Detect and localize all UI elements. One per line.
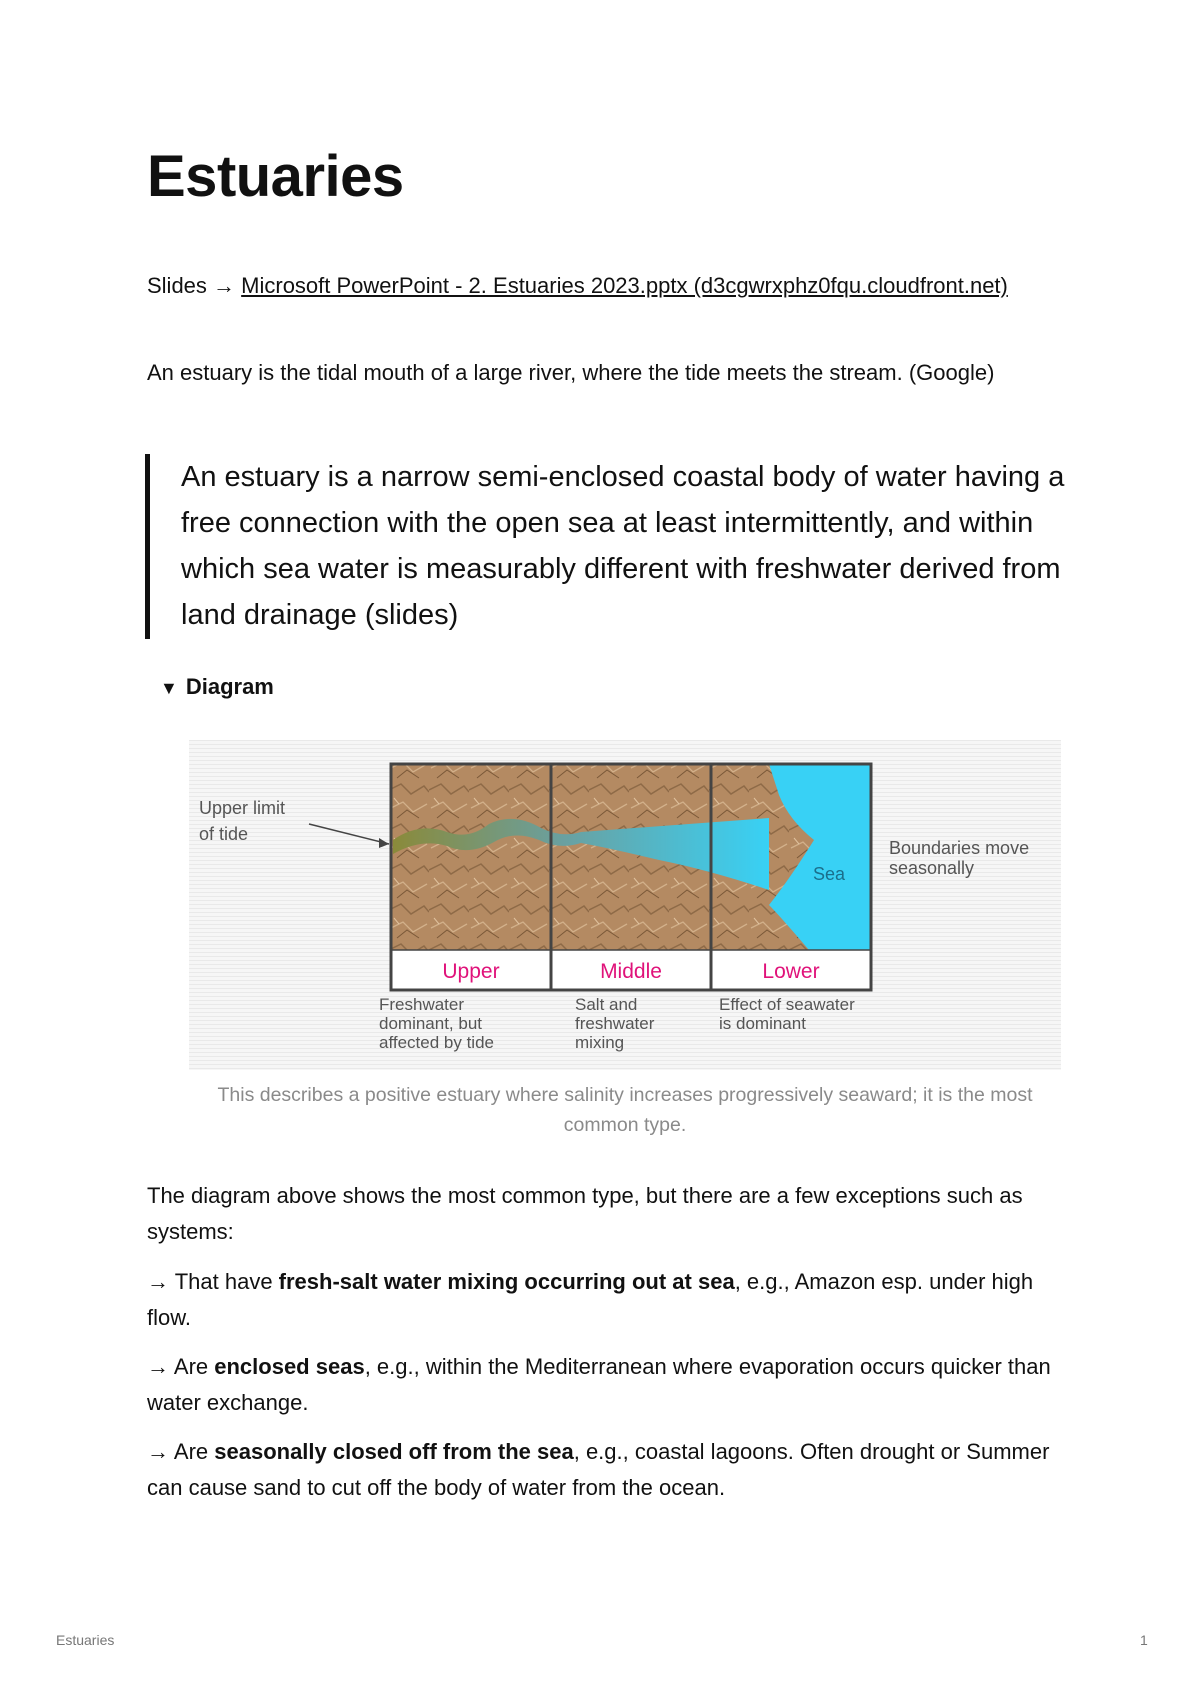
figure-caption: This describes a positive estuary where salinity increases progressively seaward; it is the most common type. <box>217 1084 1033 1136</box>
toggle-triangle-icon: ▼ <box>160 678 178 698</box>
exception-3-bold: seasonally closed off from the sea <box>214 1439 574 1464</box>
zone-label-lower: Lower <box>762 960 820 983</box>
exception-item-1 <box>147 1264 1077 1336</box>
page-title: Estuaries <box>147 144 404 209</box>
diagram-toggle[interactable] <box>160 672 274 703</box>
desc-lower-2: is dominant <box>719 1014 806 1033</box>
desc-middle-1: Salt and <box>575 995 638 1014</box>
desc-lower-1: Effect of seawater <box>719 995 855 1014</box>
slides-paragraph <box>147 268 1077 304</box>
exception-2-prefix: → Are <box>147 1354 215 1379</box>
exception-2-suffix: , e.g., within the Mediterranean where evaporation occurs quicker than water exchange. <box>147 1354 1051 1415</box>
desc-upper-2: dominant, but <box>379 1014 483 1033</box>
desc-middle-3: mixing <box>575 1033 625 1052</box>
exception-2-bold: enclosed seas <box>214 1354 365 1379</box>
exceptions-intro: The diagram above shows the most common type, but there are a few exceptions such as systems: <box>147 1183 1023 1244</box>
exception-1-bold: fresh-salt water mixing occurring out at sea <box>278 1269 735 1294</box>
page-number: 1 <box>1140 1632 1148 1648</box>
boundaries-label-1: Boundaries move <box>889 838 1030 858</box>
exception-1-prefix: → That have <box>147 1269 279 1294</box>
exception-item-2 <box>147 1349 1077 1421</box>
upper-limit-label-1: Upper limit <box>199 798 286 818</box>
zone-label-middle: Middle <box>600 960 662 983</box>
boundaries-label-2: seasonally <box>889 858 975 878</box>
desc-upper-3: affected by tide <box>379 1033 494 1052</box>
slides-link[interactable]: Microsoft PowerPoint - 2. Estuaries 2023.pptx (d3cgwrxphz0fqu.cloudfront.net) <box>241 273 1008 298</box>
toggle-label: Diagram <box>185 674 274 699</box>
zone-label-upper: Upper <box>442 960 500 983</box>
exception-3-prefix: → Are <box>147 1439 215 1464</box>
intro-paragraph: An estuary is the tidal mouth of a large river, where the tide meets the stream. (Google) <box>147 360 995 385</box>
desc-upper-1: Freshwater <box>379 995 465 1014</box>
exception-3-suffix: , e.g., coastal lagoons. Often drought or Summer can cause sand to cut off the body of water from the ocean. <box>147 1439 1050 1500</box>
sea-label: Sea <box>812 864 846 884</box>
quote-bar <box>145 454 150 639</box>
estuary-diagram <box>189 740 1061 1070</box>
desc-middle-2: freshwater <box>575 1014 655 1033</box>
exception-1-suffix: , e.g., Amazon esp. under high flow. <box>147 1269 1034 1330</box>
exception-item-3 <box>147 1434 1077 1506</box>
upper-limit-label-2: of tide <box>199 824 249 844</box>
slides-prefix: Slides → <box>147 273 242 298</box>
footer-title: Estuaries <box>56 1632 115 1648</box>
quote-text: An estuary is a narrow semi-enclosed coastal body of water having a free connection with the open sea at least intermittently, and within which sea water is measurably different with freshwater derived from land drainage (slides) <box>181 461 1065 631</box>
